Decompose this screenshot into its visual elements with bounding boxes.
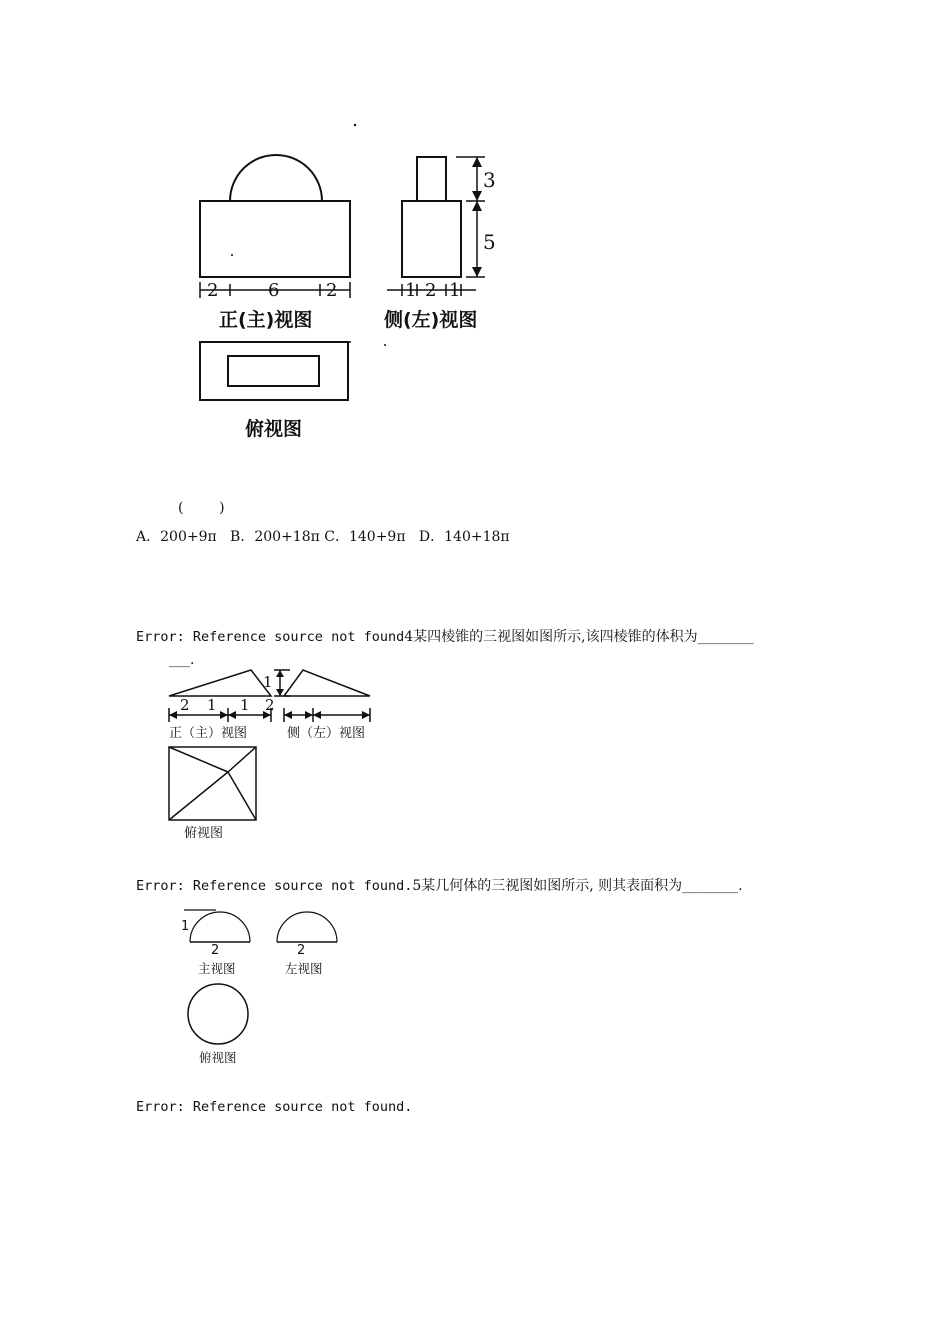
option-c-letter: C．	[324, 529, 349, 545]
front-dim-left: 2	[207, 280, 219, 301]
side-view-bottom-rect	[402, 201, 461, 277]
side-dim-2: 2	[265, 696, 275, 714]
side-dim-v-top: 3	[483, 168, 496, 192]
front-view-label: 正(主)视图	[219, 309, 313, 331]
q5-text: 5某几何体的三视图如图所示, 则其表面积为________.	[412, 878, 743, 894]
option-d-value: 140+18π	[444, 529, 510, 545]
front-view-label: 主视图	[198, 961, 236, 976]
option-a-value: 200+9π	[160, 529, 217, 545]
q5-error: Error: Reference source not found.	[136, 878, 413, 894]
q5-line	[136, 875, 743, 895]
front-dim-2: 2	[211, 943, 220, 958]
front-dim-middle: 6	[268, 280, 280, 301]
option-b-letter: B．	[230, 529, 255, 545]
front-view-rect	[200, 201, 350, 277]
side-dim-h-right: 1	[449, 280, 461, 301]
top-view-outer-rect	[200, 342, 348, 400]
front-view-label: 正（主）视图	[169, 726, 248, 741]
side-triangle	[284, 670, 370, 696]
side-view-top-rect	[417, 157, 446, 201]
side-view-label: 左视图	[285, 961, 323, 976]
front-triangle	[169, 670, 271, 696]
side-semicircle	[277, 912, 337, 942]
front-dim-1: 1	[181, 919, 190, 934]
q4-text: 4某四棱锥的三视图如图所示,该四棱锥的体积为________	[404, 629, 754, 645]
front-dim-1a: 1	[207, 696, 217, 714]
front-dim-1b: 1	[240, 696, 250, 714]
q6-error: Error: Reference source not found.	[136, 1099, 413, 1115]
top-view-label: 俯视图	[245, 418, 303, 440]
front-view-semicircle	[230, 155, 322, 201]
answer-paren: ( )	[178, 500, 225, 516]
figure-2-drawing	[160, 662, 390, 832]
side-height-1: 1	[263, 673, 273, 691]
side-dim-h-middle: 2	[425, 280, 437, 301]
top-view-inner-rect	[228, 356, 319, 386]
option-d-letter: D．	[418, 529, 445, 545]
side-dim-h-left: 1	[405, 280, 417, 301]
option-a-letter: A．	[136, 529, 161, 545]
top-view-label: 俯视图	[199, 1050, 237, 1065]
side-dim-v-bottom: 5	[483, 230, 496, 254]
front-semicircle	[190, 912, 250, 942]
side-view-label: 侧（左）视图	[287, 726, 366, 741]
top-circle	[188, 984, 248, 1044]
top-view-label: 俯视图	[184, 826, 224, 841]
figure-1-drawing	[180, 120, 520, 450]
option-b-value: 200+18π	[254, 529, 320, 545]
q4-text-cont: ___.	[169, 652, 195, 668]
q4-line	[136, 626, 754, 646]
front-dim-2: 2	[180, 696, 190, 714]
side-dim-2: 2	[297, 943, 306, 958]
q3-options	[136, 526, 510, 546]
option-c-value: 140+9π	[348, 529, 406, 545]
q4-error: Error: Reference source not found	[136, 629, 405, 645]
front-dim-right: 2	[326, 280, 338, 301]
side-view-label: 侧(左)视图	[384, 309, 478, 331]
